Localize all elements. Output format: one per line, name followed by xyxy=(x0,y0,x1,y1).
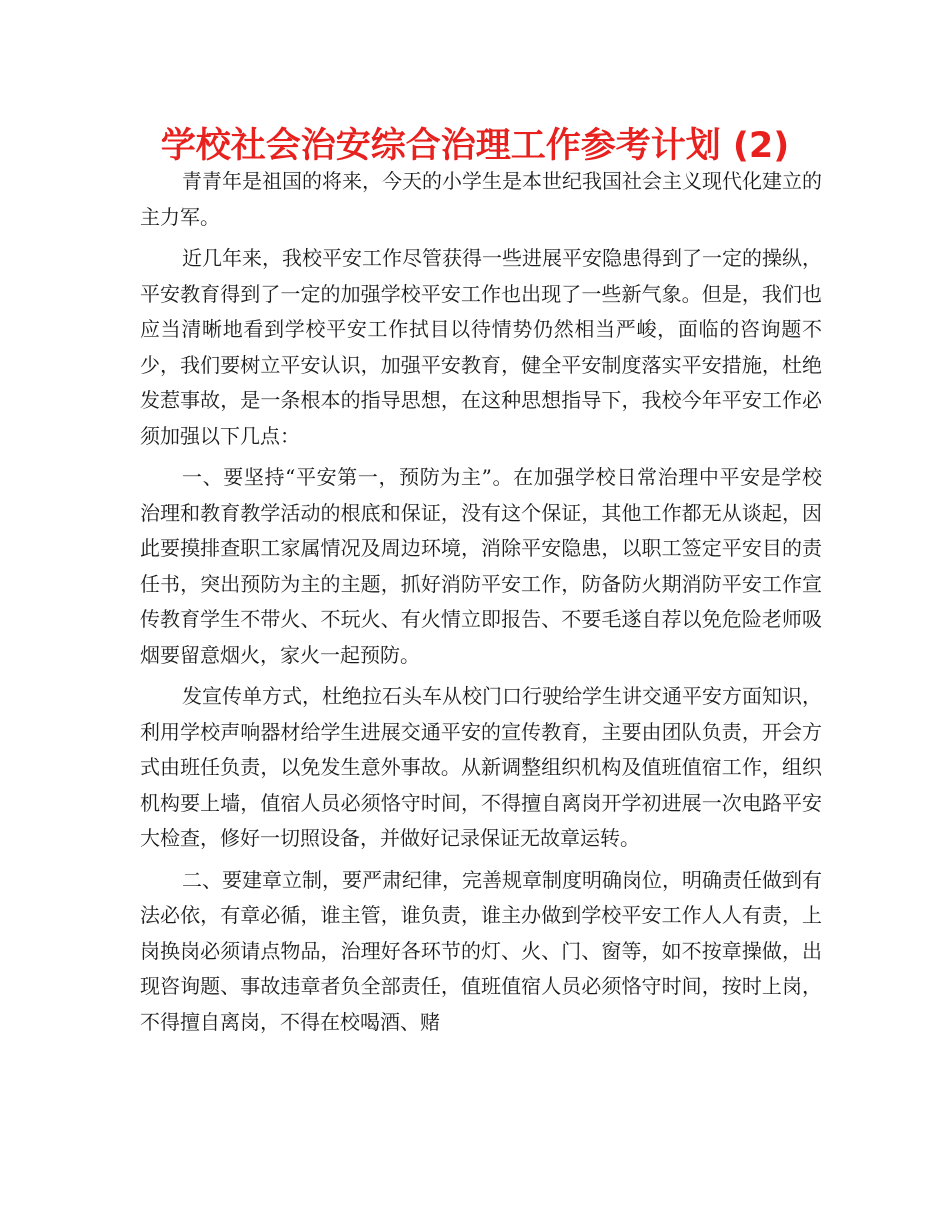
paragraph-point-one: 一、要坚持“平安第一，预防为主”。在加强学校日常治理中平安是学校治理和教育教学活动的根底和保证，没有这个保证，其他工作都无从谈起，因此要摸排查职工家属情况及周边环境，消除平安隐患，以职工签定平安目的责任书，突出预防为主的主题，抓好消防平安工作，防备防火期消防平安工作宣传教育学生不带火、不玩火、有火情立即报告、不要毛遂自荐以免危险老师吸烟要留意烟火，家火一起预防。 xyxy=(140,465,822,667)
paragraph-intro: 青青年是祖国的将来，今天的小学生是本世纪我国社会主义现代化建立的主力军。 xyxy=(140,169,822,229)
document-title: 学校社会治安综合治理工作参考计划 (2) xyxy=(160,126,790,166)
paragraph-recent-years: 近几年来，我校平安工作尽管获得一些进展平安隐患得到了一定的操纵，平安教育得到了一定的加强学校平安工作也出现了一些新气象。但是，我们也应当清晰地看到学校平安工作拭目以待情势仍然相当严峻，面临的咨询题不少，我们要树立平安认识，加强平安教育，健全平安制度落实平安措施，杜绝发惹事故，是一条根本的指导思想，在这种思想指导下，我校今年平安工作必须加强以下几点： xyxy=(140,246,822,448)
paragraph-point-two: 二、要建章立制，要严肃纪律，完善规章制度明确岗位，明确责任做到有法必依，有章必循，谁主管，谁负责，谁主办做到学校平安工作人人有责，上岗换岗必须请点物品，治理好各环节的灯、火、门、窗等，如不按章操做，出现咨询题、事故违章者负全部责任，值班值宿人员必须恪守时间，按时上岗，不得擅自离岗，不得在校喝酒、赌 xyxy=(140,867,822,1034)
paragraph-traffic-safety: 发宣传单方式，杜绝拉石头车从校门口行驶给学生讲交通平安方面知识，利用学校声响器材给学生进展交通平安的宣传教育，主要由团队负责，开会方式由班任负责，以免发生意外事故。从新调整组织机构及值班值宿工作，组织机构要上墙，值宿人员必须恪守时间，不得擅自离岗开学初进展一次电路平安大检查，修好一切照设备，并做好记录保证无故章运转。 xyxy=(140,684,822,850)
document-body xyxy=(140,164,822,1046)
